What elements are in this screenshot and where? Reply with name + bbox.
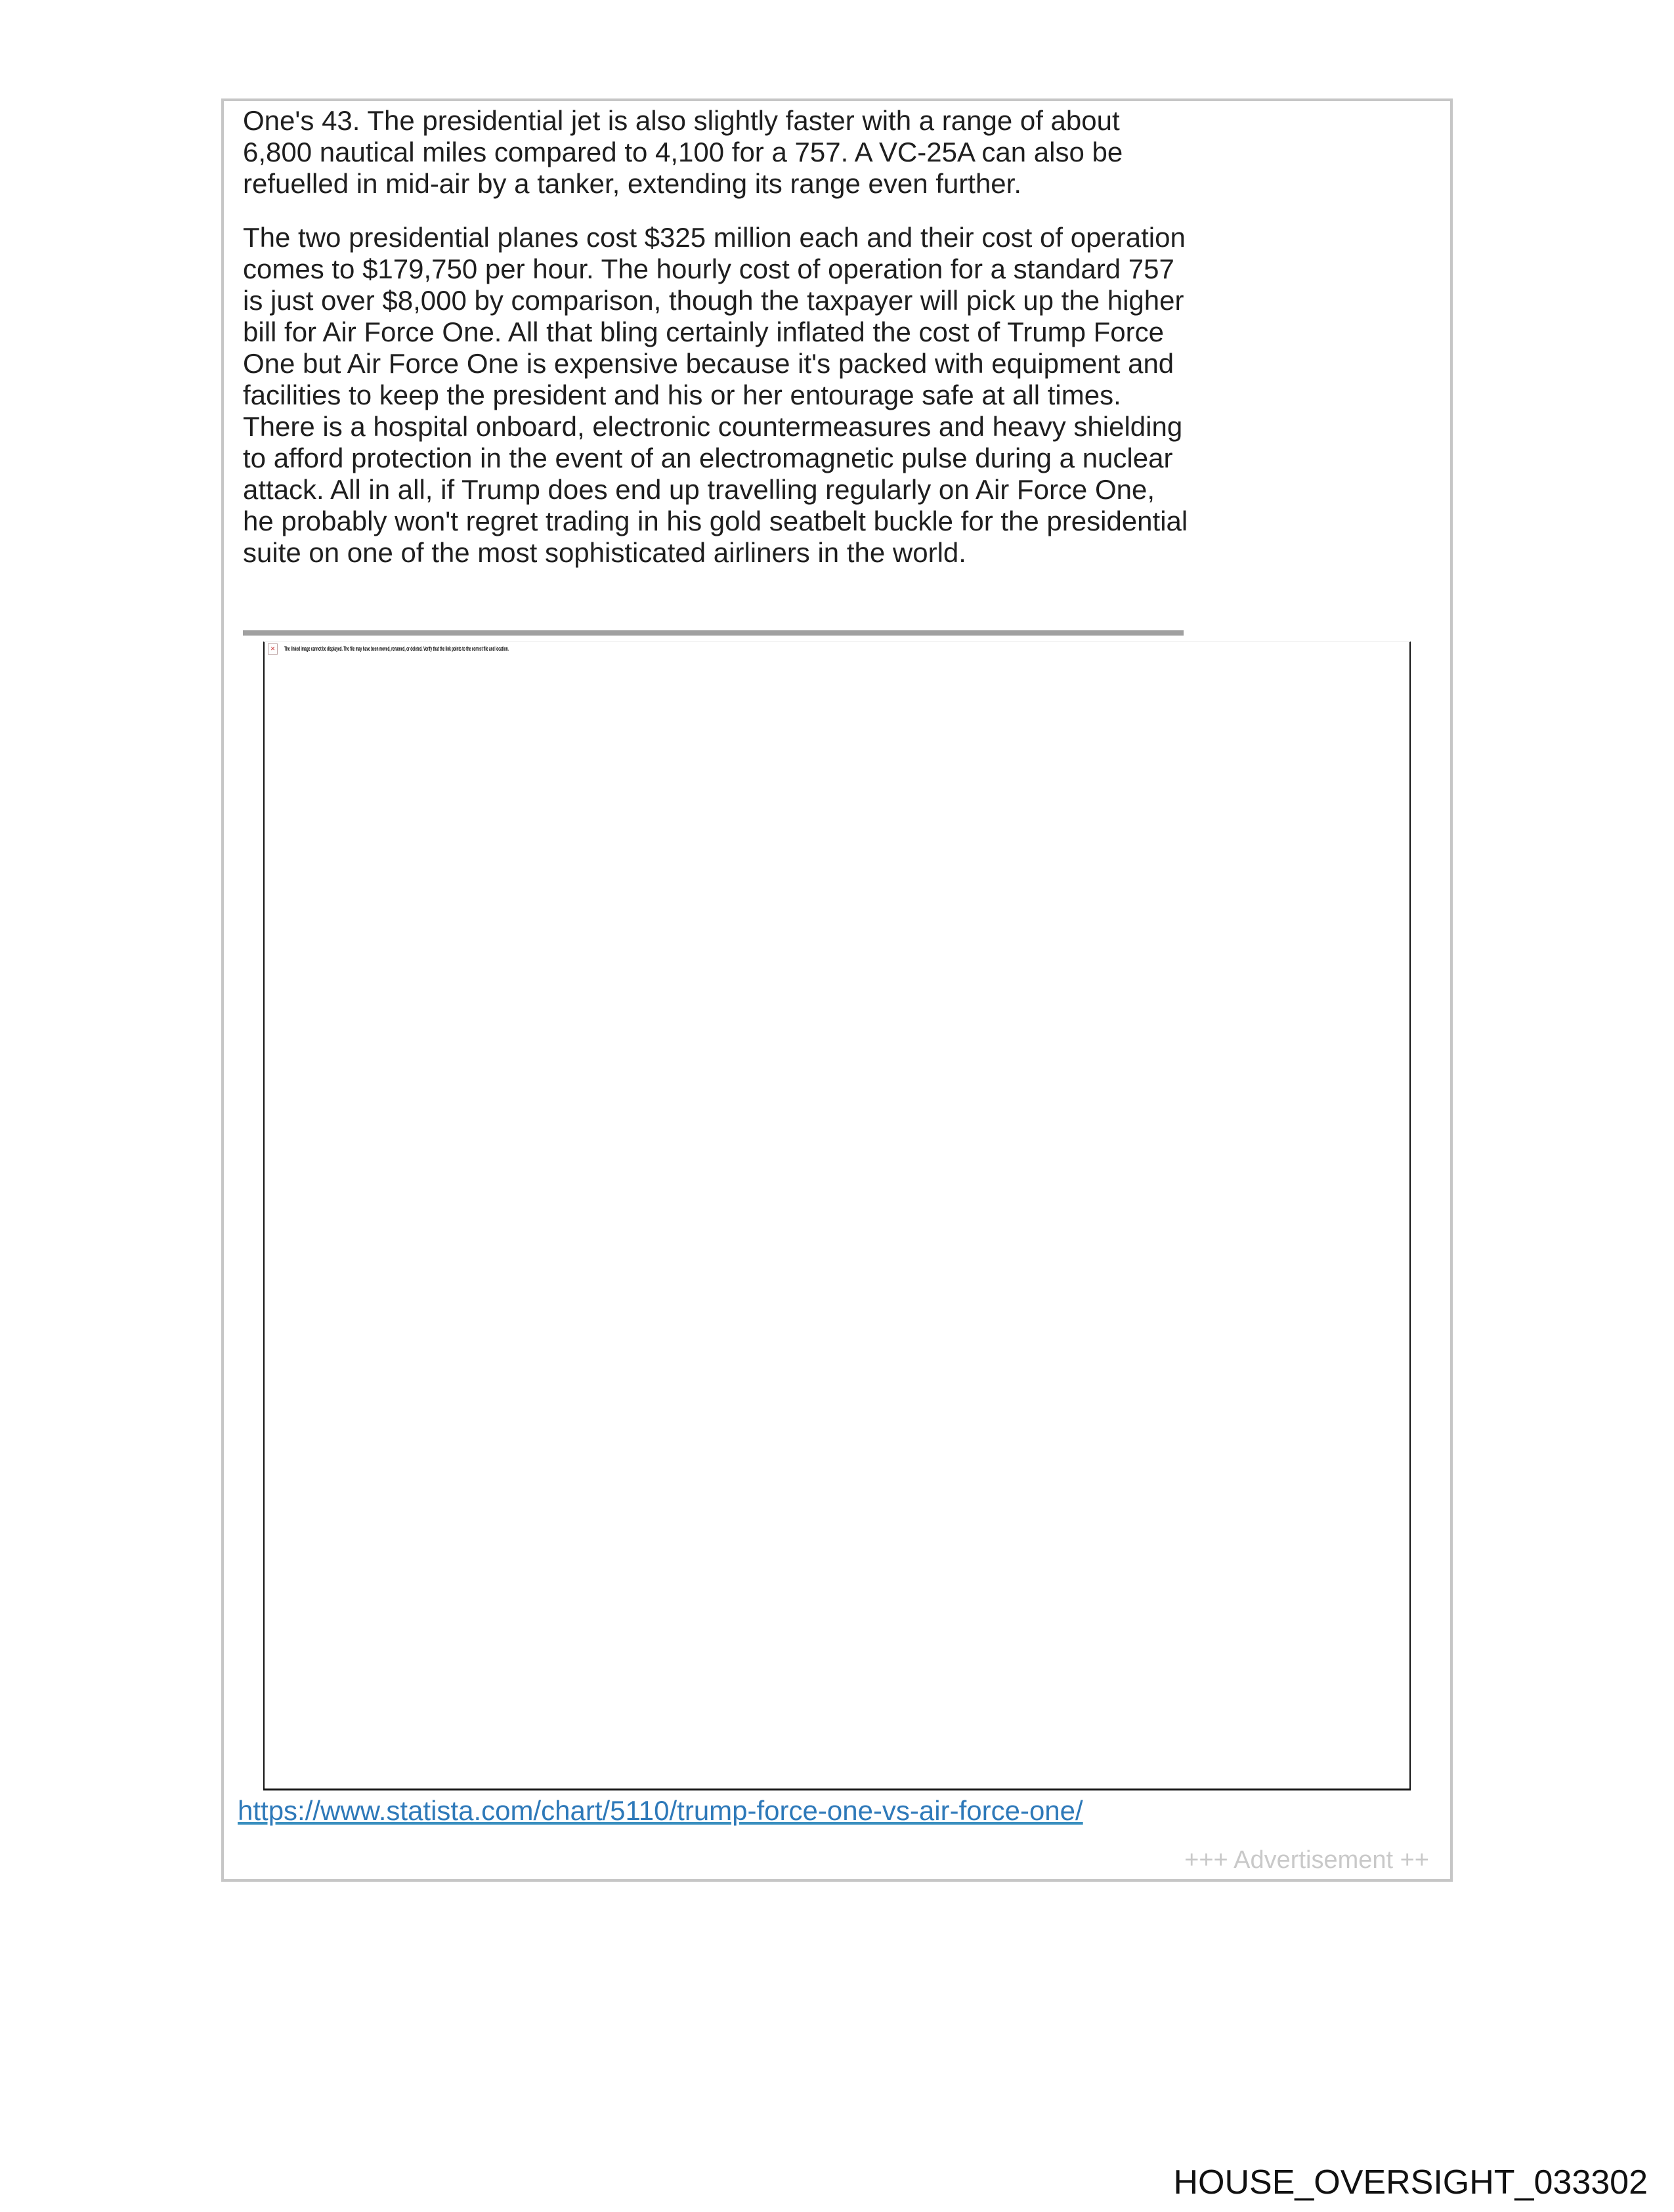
broken-image-icon: ✕	[268, 643, 278, 655]
embedded-chart-placeholder	[263, 641, 1411, 1790]
article-paragraph: The two presidential planes cost $325 million each and their cost of operation comes to $179,750 per hour. The hourly cost of operation for a standard 757 is just over $8,000 by comparison, though the taxpayer will pick up the higher bill for Air Force One. All that bling certainly inflated the cost of Trump Force One but Air Force One is expensive because it's packed with equipment and facilities to keep the president and his or her entourage safe at all times. There is a hospital onboard, electronic countermeasures and heavy shielding to afford protection in the event of an electromagnetic pulse during a nuclear attack. All in all, if Trump does end up travelling regularly on Air Force One, he probably won't regret trading in his gold seatbelt buckle for the presidential suite on one of the most sophisticated airliners in the world.	[243, 222, 1188, 568]
article-text	[243, 105, 1190, 591]
content-card	[221, 98, 1453, 1882]
section-divider	[243, 630, 1184, 636]
bates-stamp: HOUSE_OVERSIGHT_033302	[1173, 2163, 1648, 2201]
statista-chart-link[interactable]: https://www.statista.com/chart/5110/trump-force-one-vs-air-force-one/	[238, 1795, 1083, 1826]
broken-image-row	[265, 642, 1409, 655]
broken-image-message: The linked image cannot be displayed. The file may have been moved, renamed, or deleted. Verify that the link points to the correct file and location.	[284, 645, 509, 652]
advertisement-label: +++ Advertisement ++	[1184, 1846, 1429, 1874]
article-paragraph: One's 43. The presidential jet is also slightly faster with a range of about 6,800 nautical miles compared to 4,100 for a 757. A VC-25A can also be refuelled in mid-air by a tanker, extending its range even further.	[243, 105, 1123, 199]
